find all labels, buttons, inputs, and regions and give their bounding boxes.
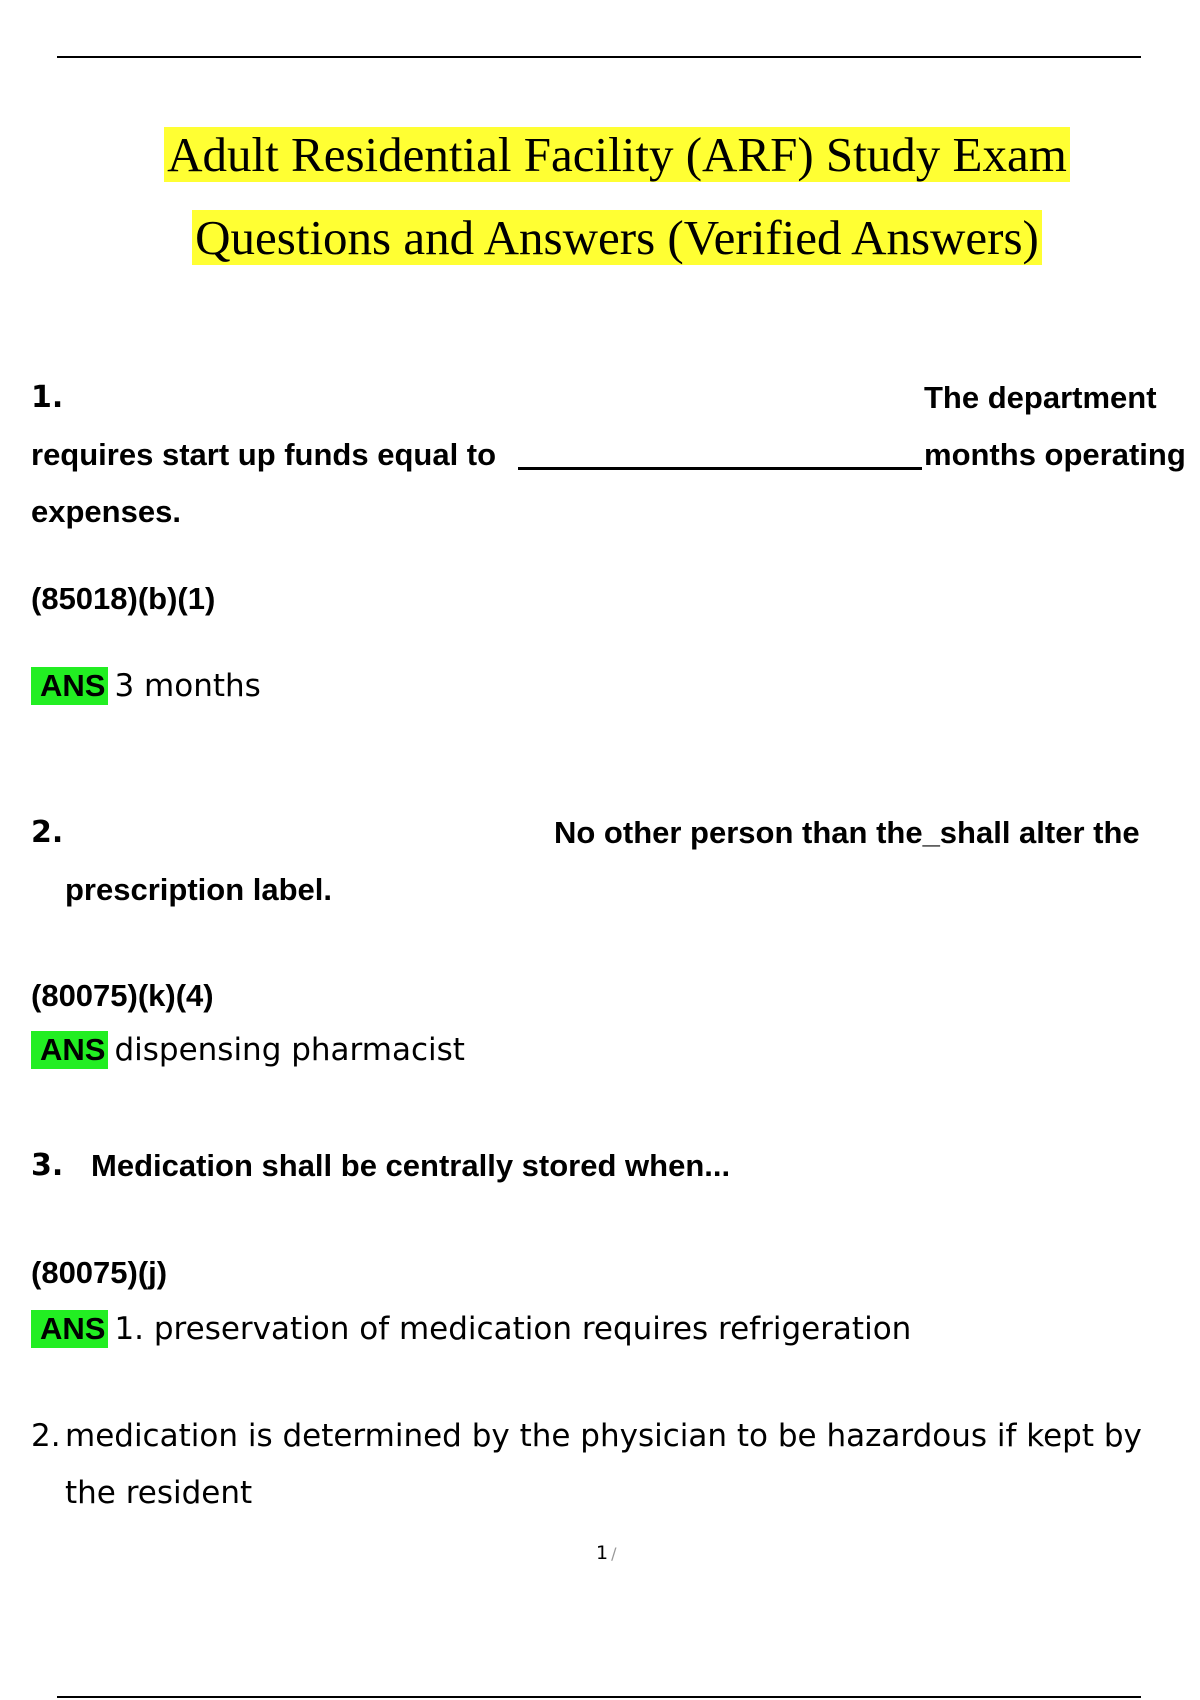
document-title-line-2: [0, 209, 1200, 267]
question-2-reference: (80075)(k)(4): [31, 978, 214, 1013]
question-3-answer-item-2-line-2: the resident: [65, 1475, 253, 1511]
title-highlight-2: Questions and Answers (Verified Answers): [192, 210, 1042, 265]
question-3-number: 3.: [31, 1148, 64, 1183]
question-3-reference: (80075)(j): [31, 1255, 168, 1290]
question-2-text-part-1: No other person than the_shall alter the: [554, 815, 1140, 850]
question-2-answer: dispensing pharmacist: [114, 1032, 465, 1068]
bottom-rule: [57, 1696, 1141, 1698]
page-number-value: 1: [596, 1542, 609, 1564]
question-1-answer-row: [31, 667, 261, 705]
question-1-blank-line: [518, 467, 922, 470]
question-3-answer-badge: ANS: [31, 1310, 108, 1348]
page-number: [596, 1542, 616, 1564]
top-rule: [57, 56, 1141, 58]
question-3-answer-row: [31, 1310, 911, 1348]
question-3-text-part-1: Medication shall be centrally stored when...: [91, 1148, 731, 1183]
question-2-number: 2.: [31, 815, 64, 850]
question-1-text-part-4: expenses.: [31, 494, 181, 529]
question-1-text-part-1: The department: [924, 380, 1157, 415]
title-highlight-1: Adult Residential Facility (ARF) Study Exam: [164, 127, 1070, 182]
question-1-text-part-2: requires start up funds equal to: [31, 437, 497, 472]
document-title-line-1: [0, 126, 1200, 184]
page-number-separator: /: [611, 1544, 617, 1563]
question-2-answer-badge: ANS: [31, 1031, 108, 1069]
question-1-answer-badge: ANS: [31, 667, 108, 705]
question-1-answer: 3 months: [114, 668, 261, 704]
question-1-reference: (85018)(b)(1): [31, 581, 216, 616]
question-2-text-part-2: prescription label.: [65, 872, 333, 907]
question-3-answer-item-2-number: 2.: [31, 1418, 61, 1454]
question-1-text-part-3: months operating: [924, 437, 1186, 472]
question-3-answer-item-2-line-1: medication is determined by the physician to be hazardous if kept by: [65, 1418, 1142, 1454]
question-2-answer-row: [31, 1031, 465, 1069]
question-3-answer: 1. preservation of medication requires refrigeration: [114, 1311, 912, 1347]
question-1-number: 1.: [31, 380, 64, 415]
